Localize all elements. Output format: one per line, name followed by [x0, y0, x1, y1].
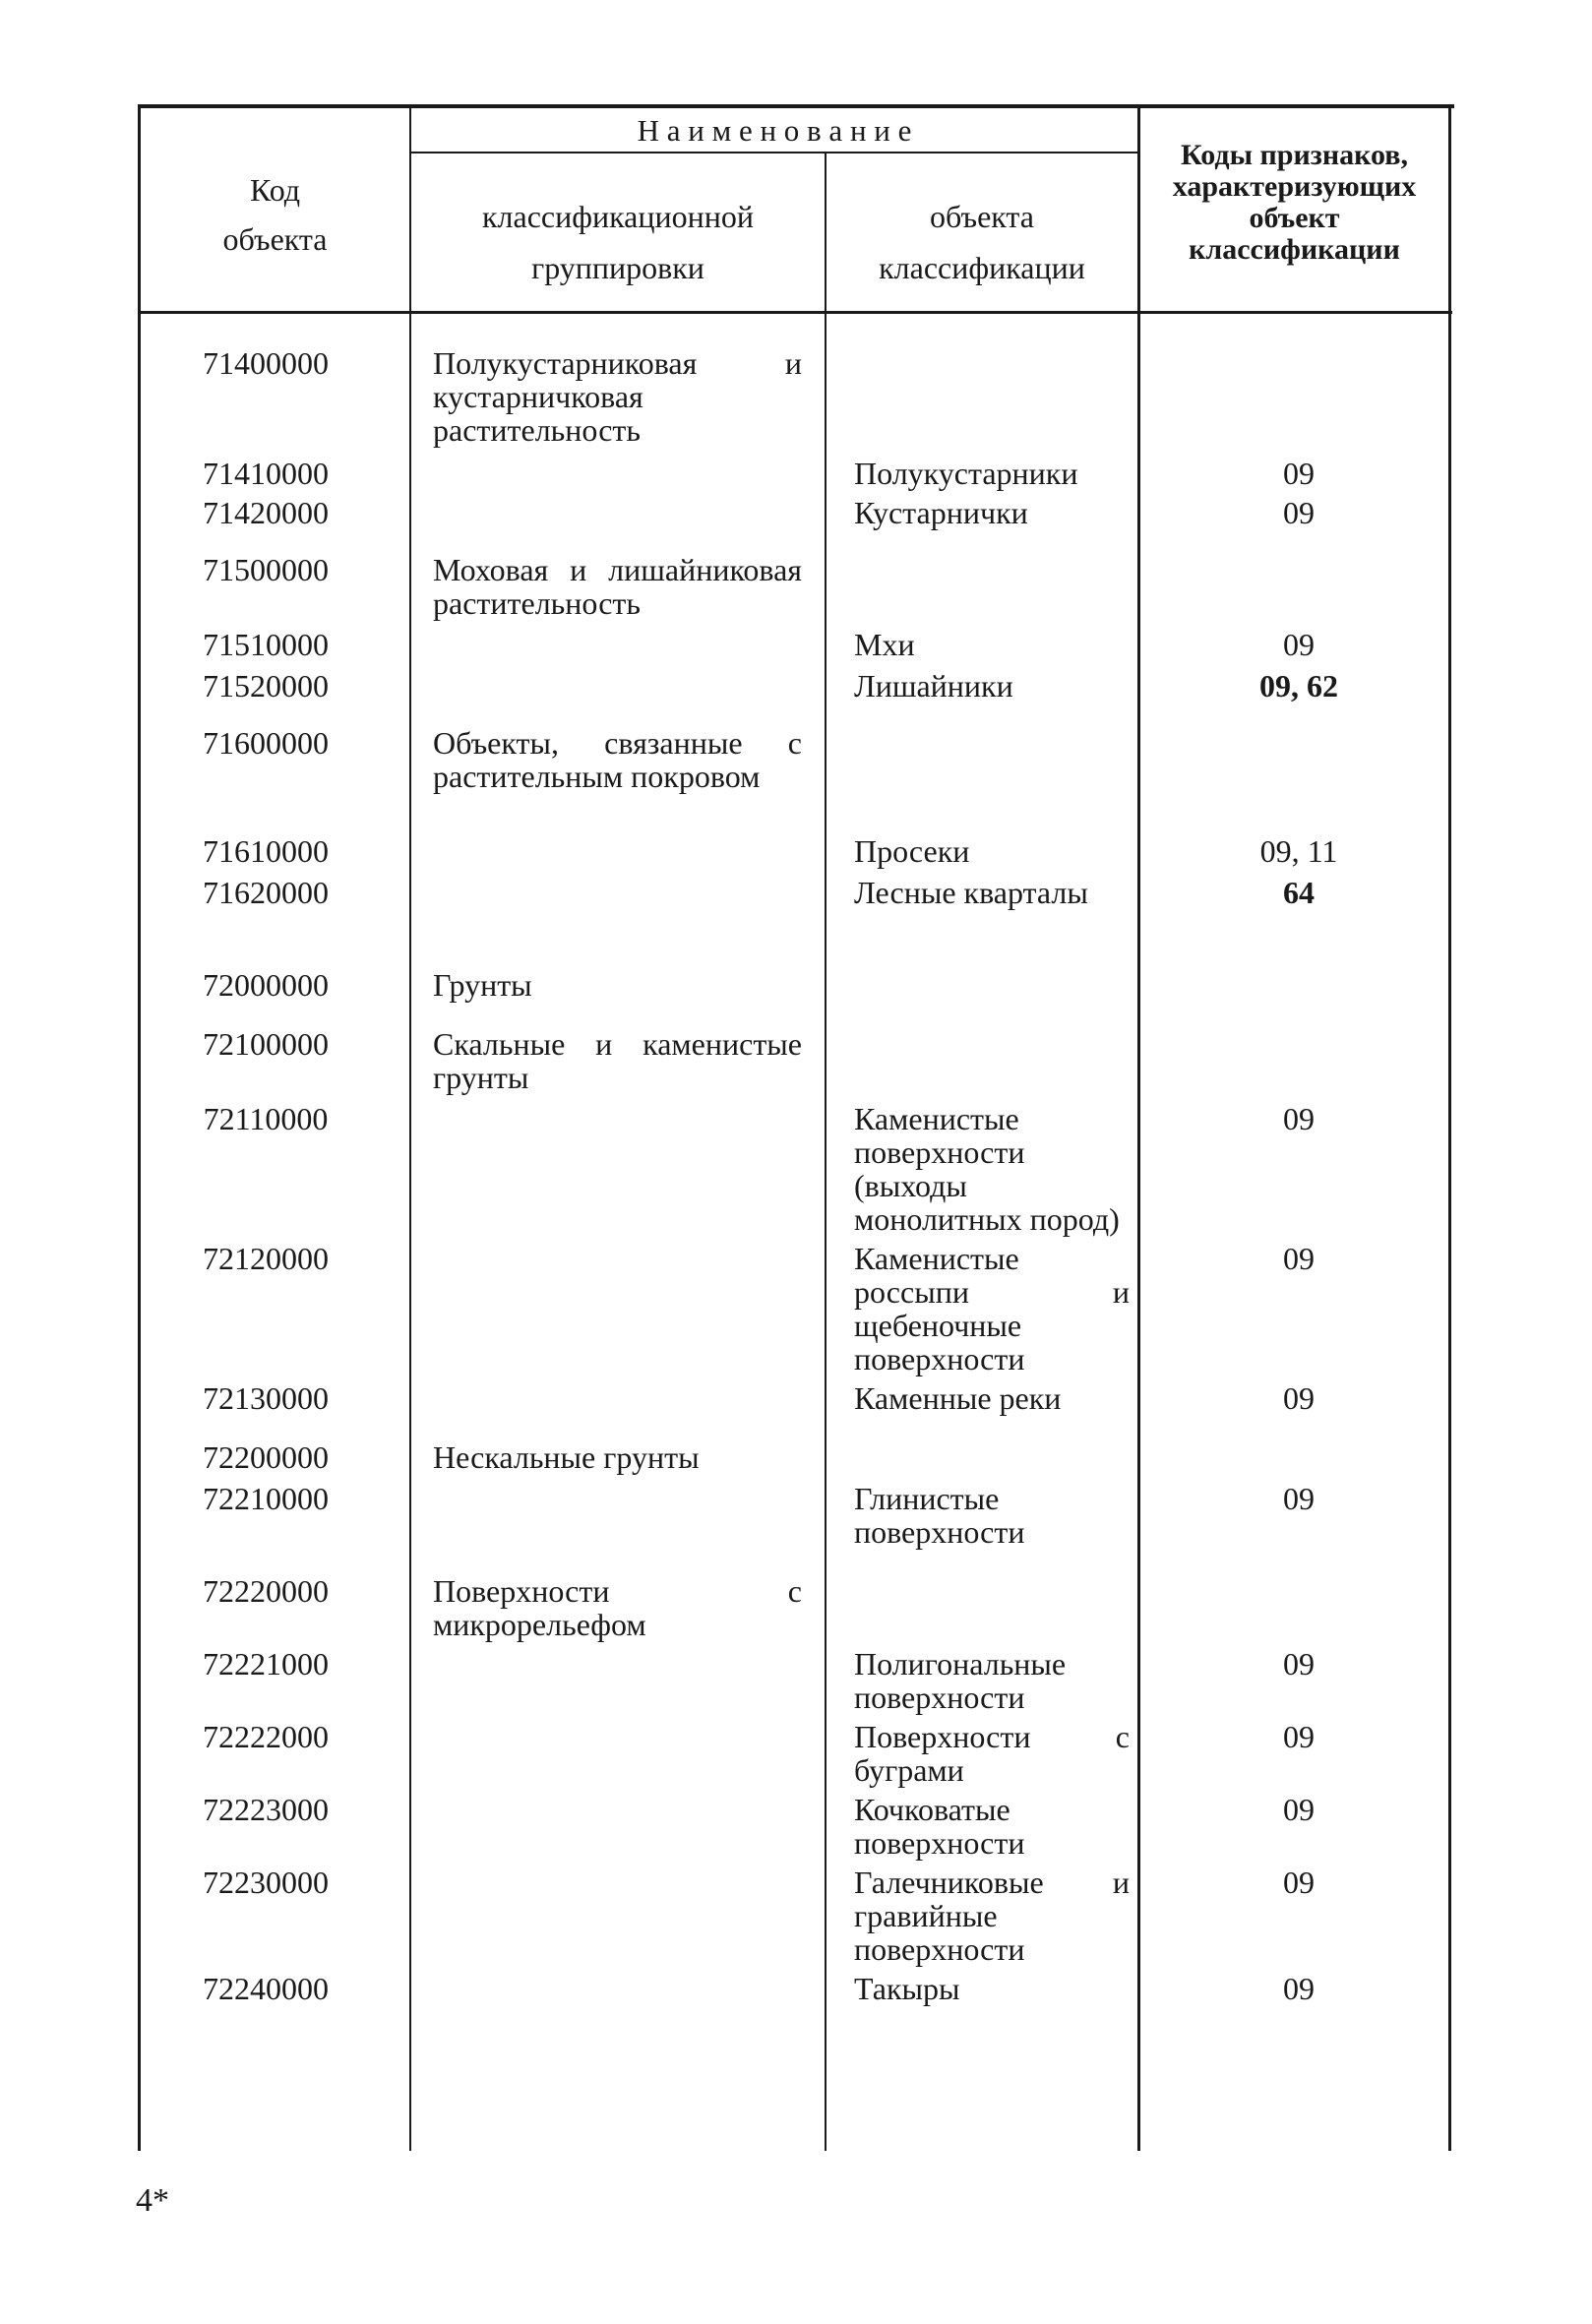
row-object: Каменистые поверхности (выходы монолитных пород)	[854, 1101, 1120, 1237]
row-object: Лишайники	[854, 668, 1013, 703]
row-code: 72120000	[203, 1241, 329, 1276]
row-features: 09, 62	[1259, 668, 1338, 703]
column-divider-2	[825, 153, 827, 2151]
page-number: 4*	[136, 2182, 169, 2219]
row-code: 72110000	[203, 1101, 329, 1136]
row-features: 09	[1283, 1241, 1315, 1276]
row-code: 71610000	[203, 833, 329, 869]
row-object: Кустарнички	[854, 495, 1028, 530]
row-code: 71620000	[203, 875, 329, 910]
row-object: Глинистые поверхности	[854, 1481, 1025, 1550]
row-features: 09	[1283, 1101, 1315, 1136]
row-code: 71410000	[203, 456, 329, 491]
row-group: Грунты	[433, 967, 532, 1003]
row-features: 09	[1283, 1865, 1315, 1900]
name-group-rule	[411, 152, 1137, 153]
row-object: Просеки	[854, 833, 970, 869]
row-code: 72100000	[203, 1026, 329, 1062]
row-code: 71500000	[203, 552, 329, 587]
row-object: Полукустарники	[854, 456, 1078, 491]
row-code: 71520000	[203, 668, 329, 703]
row-features: 09	[1283, 1380, 1315, 1416]
column-divider-3	[1137, 108, 1140, 2151]
row-code: 72223000	[203, 1792, 329, 1827]
row-code: 71400000	[203, 345, 329, 381]
row-features: 09	[1283, 495, 1315, 530]
header-group: классификационной группировки	[482, 199, 754, 285]
row-code: 72230000	[203, 1865, 329, 1900]
row-object: Поверхности с буграми	[854, 1719, 1130, 1788]
row-object: Каменистые россыпи и щебеночные поверхности	[854, 1241, 1130, 1376]
row-code: 72130000	[203, 1380, 329, 1416]
row-features: 09	[1283, 627, 1315, 662]
row-code: 72222000	[203, 1719, 329, 1754]
row-features: 09, 11	[1259, 833, 1338, 869]
row-object: Полигональные поверхности	[854, 1646, 1067, 1715]
row-group: Поверхности с микрорельефом	[433, 1573, 802, 1642]
row-group: Моховая и лишайниковая растительность	[433, 552, 802, 621]
row-code: 71420000	[203, 495, 329, 530]
table-top-rule	[138, 104, 1454, 108]
row-object: Каменные реки	[854, 1380, 1062, 1416]
row-code: 72221000	[203, 1646, 329, 1682]
table-right-border	[1448, 104, 1451, 2151]
row-code: 71510000	[203, 627, 329, 662]
row-code: 72240000	[203, 1971, 329, 2006]
row-features: 09	[1283, 1646, 1315, 1682]
row-features: 09	[1283, 456, 1315, 491]
row-group: Полукустарниковая и кустарничковая растительность	[433, 345, 802, 448]
row-code: 72000000	[203, 967, 329, 1003]
row-features: 09	[1283, 1971, 1315, 2006]
row-object: Галечниковые и гравийные поверхности	[854, 1865, 1130, 1967]
row-object: Кочковатые поверхности	[854, 1792, 1025, 1861]
row-features: 09	[1283, 1792, 1315, 1827]
row-object: Лесные кварталы	[854, 875, 1088, 910]
header-object: объекта классификации	[879, 199, 1085, 285]
row-features: 09	[1283, 1719, 1315, 1754]
column-divider-1	[409, 108, 411, 2151]
row-code: 72220000	[203, 1573, 329, 1609]
header-code: Код объекта	[222, 172, 328, 257]
row-code: 72200000	[203, 1439, 329, 1475]
row-code: 71600000	[203, 725, 329, 761]
row-code: 72210000	[203, 1481, 329, 1516]
row-group: Нескальные грунты	[433, 1439, 700, 1475]
row-object: Мхи	[854, 627, 915, 662]
header-bottom-rule	[140, 311, 1452, 314]
row-group: Объекты, связанные с растительным покровом	[433, 725, 802, 794]
header-name: Н а и м е н о в а н и е	[637, 113, 912, 148]
row-object: Такыры	[854, 1971, 960, 2006]
header-features: Коды признаков, характеризующих объект классификации	[1172, 139, 1417, 266]
row-group: Скальные и каменистые грунты	[433, 1026, 802, 1095]
row-features: 64	[1283, 875, 1315, 910]
row-features: 09	[1283, 1481, 1315, 1516]
